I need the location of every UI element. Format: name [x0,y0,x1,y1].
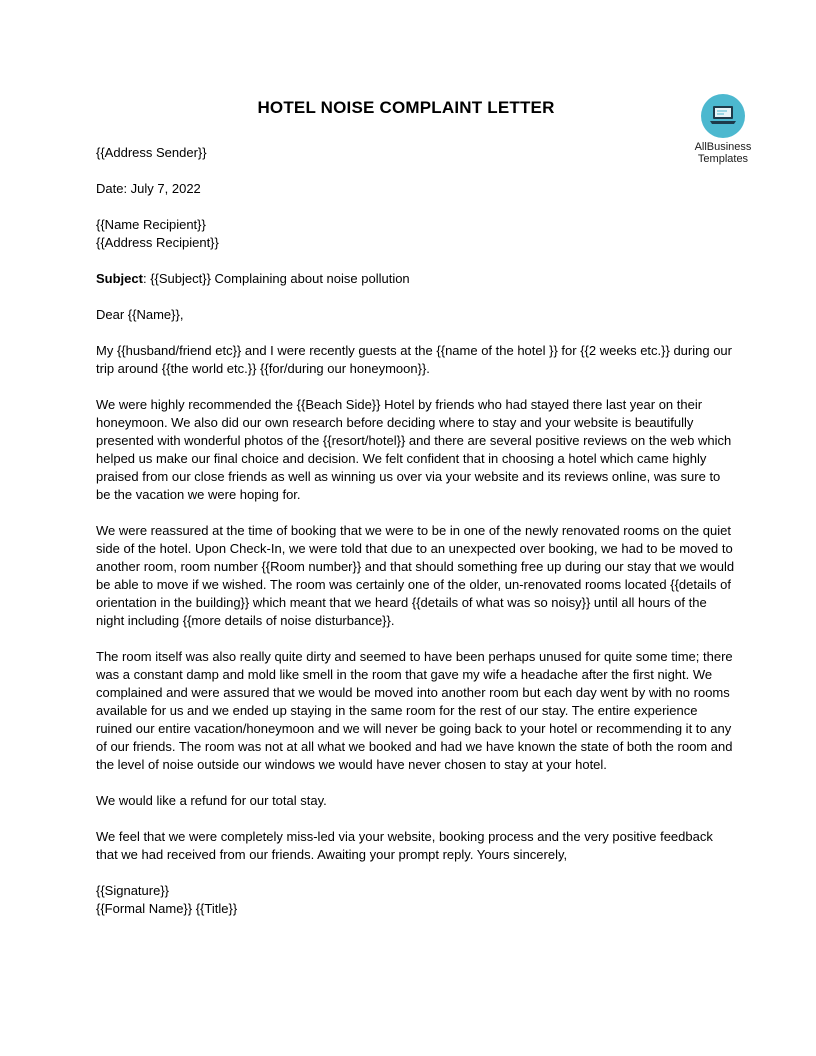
subject-label: Subject [96,271,143,286]
subject-text: : {{Subject}} Complaining about noise pollution [142,271,410,286]
paragraph-6: We feel that we were completely miss-led via your website, booking process and the very positive feedback that we had received from our friends. Awaiting your prompt reply. Yours sincerely, [96,829,713,862]
paragraph-5: We would like a refund for our total stay. [96,793,327,808]
logo-text-line2: Templates [697,153,749,165]
paragraph-1: My {{husband/friend etc}} and I were recently guests at the {{name of the hotel }} for {{2 weeks etc.}} during our trip around {{the world etc.}} {{for/during our honeymoon}}. [96,343,732,376]
formal-name: {{Formal Name}} {{Title}} [96,901,238,916]
subject-line [96,270,736,288]
laptop-icon [709,105,737,127]
document-title: HOTEL NOISE COMPLAINT LETTER [257,98,555,117]
address-recipient: {{Address Recipient}} [96,235,219,250]
letter-date: Date: July 7, 2022 [96,181,201,196]
name-recipient: {{Name Recipient}} [96,217,206,232]
paragraph-4: The room itself was also really quite dirty and seemed to have been perhaps unused for quite some time; there was a constant damp and mold like smell in the room that gave my wife a headache after the first night. We complained and were assured that we would be moved into another room but each day went by with no rooms available for us and we ended up staying in the same room for the rest of our stay. The entire experience ruined our entire vacation/honeymoon and we will never be going back to your hotel or recommending it to any of our friends. The room was not at all what we booked and had we have known the state of both the room and the level of noise outside our windows we would have never chosen to stay at your hotel. [96,649,733,772]
paragraph-2: We were highly recommended the {{Beach Side}} Hotel by friends who had stayed there last year on their honeymoon. We also did our own research before deciding where to stay and your website is beautifully presented with wonderful photos of the {{resort/hotel}} and there are several positive reviews on the web which helped us make our final choice and decision. We felt confident that in choosing a hotel which came highly praised from our close friends as well as winning us over via your website and its reviews online, was sure to be the vacation we were hoping for. [96,397,732,502]
salutation: Dear {{Name}}, [96,307,184,322]
logo-text-line1: AllBusiness [694,141,752,153]
logo-circle [701,94,745,138]
address-sender: {{Address Sender}} [96,145,207,160]
paragraph-3: We were reassured at the time of booking that we were to be in one of the newly renovated rooms on the quiet side of the hotel. Upon Check-In, we were told that due to an unexpected over booking, we had to be moved to another room, room number {{Room number}} and that should something free up during our stay that we would be able to move if we wished. The room was certainly one of the older, un-renovated rooms located {{details of orientation in the building}} which meant that we heard {{details of what was so noisy}} until all hours of the night including {{more details of noise disturbance}}. [96,523,735,628]
signature: {{Signature}} [96,883,170,898]
letter-body [96,144,736,918]
